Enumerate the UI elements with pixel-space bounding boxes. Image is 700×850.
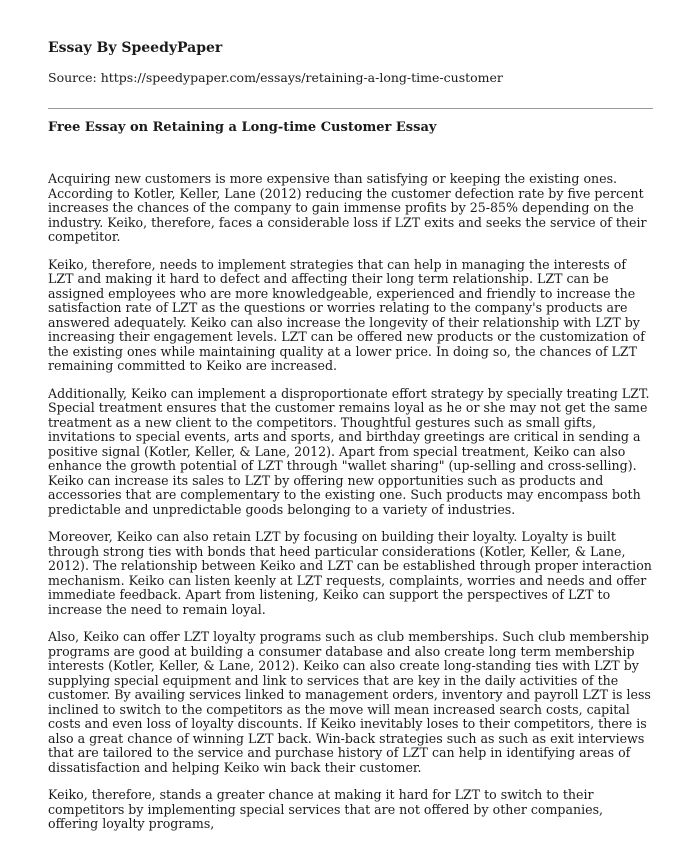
paragraph-5: Also, Keiko can offer LZT loyalty programs such as club memberships. Such club membership programs are good at building a consumer database and also create long term membership interests (Kotler, Keller, & Lane, 2012). Keiko can also create long-standing ties with LZT by supplying special equipment and link to services that are key in the daily activities of the customer. By availing services linked to management orders, inventory and payroll LZT is less inclined to switch to the competitors as the move will mean increased search costs, capital costs and even loss of loyalty discounts. If Keiko inevitably loses to their competitors, there is also a great chance of winning LZT back. Win-back strategies such as such as exit interviews that are tailored to the service and purchase history of LZT can help in identifying areas of dissatisfaction and helping Keiko win back their customer. xyxy=(48,629,651,775)
paragraph-2: Keiko, therefore, needs to implement strategies that can help in managing the interests of LZT and making it hard to defect and affecting their long term relationship. LZT can be assigned employees who are more knowledgeable, experienced and friendly to increase the satisfaction rate of LZT as the questions or worries relating to the company's products are answered adequately. Keiko can also increase the longevity of their relationship with LZT by increasing their engagement levels. LZT can be offered new products or the customization of the existing ones while maintaining quality at a lower price. In doing so, the chances of LZT remaining committed to Keiko are increased. xyxy=(48,256,645,373)
paragraph-3: Additionally, Keiko can implement a disproportionate effort strategy by specially treating LZT. Special treatment ensures that the customer remains loyal as he or she may not get the same treatment as a new client to the competitors. Thoughtful gestures such as small gifts, invitations to special events, arts and sports, and birthday greetings are critical in sending a positive signal (Kotler, Keller, & Lane, 2012). Apart from special treatment, Keiko can also enhance the growth potential of LZT through "wallet sharing" (up-selling and cross-selling). Keiko can increase its sales to LZT by offering new opportunities such as products and accessories that are complementary to the existing one. Such products may encompass both predictable and unpredictable goods belonging to a variety of industries. xyxy=(48,385,650,517)
document-header xyxy=(48,40,653,85)
paragraph-4: Moreover, Keiko can also retain LZT by focusing on building their loyalty. Loyalty is built through strong ties with bonds that heed particular considerations (Kotler, Keller, & Lane, 2012). The relationship between Keiko and LZT can be established through proper interaction mechanism. Keiko can listen keenly at LZT requests, complaints, worries and needs and offer immediate feedback. Apart from listening, Keiko can support the perspectives of LZT to increase the need to remain loyal. xyxy=(48,529,652,617)
header-divider xyxy=(48,108,653,109)
paragraph-6: Keiko, therefore, stands a greater chance at making it hard for LZT to switch to their competitors by implementing special services that are not offered by other companies, offering loyalty programs, xyxy=(48,787,604,831)
essay-body xyxy=(48,172,653,845)
brand-line: Essay By SpeedyPaper xyxy=(48,40,223,56)
paragraph-1: Acquiring new customers is more expensive than satisfying or keeping the existing ones. According to Kotler, Keller, Lane (2012) reducing the customer defection rate by five percent increases the chances of the company to gain immense profits by 25-85% depending on the industry. Keiko, therefore, faces a considerable loss if LZT exits and seeks the service of their competitor. xyxy=(48,171,647,244)
essay-title: Free Essay on Retaining a Long-time Customer Essay xyxy=(48,120,437,135)
source-line: Source: https://speedypaper.com/essays/retaining-a-long-time-customer xyxy=(48,70,503,85)
